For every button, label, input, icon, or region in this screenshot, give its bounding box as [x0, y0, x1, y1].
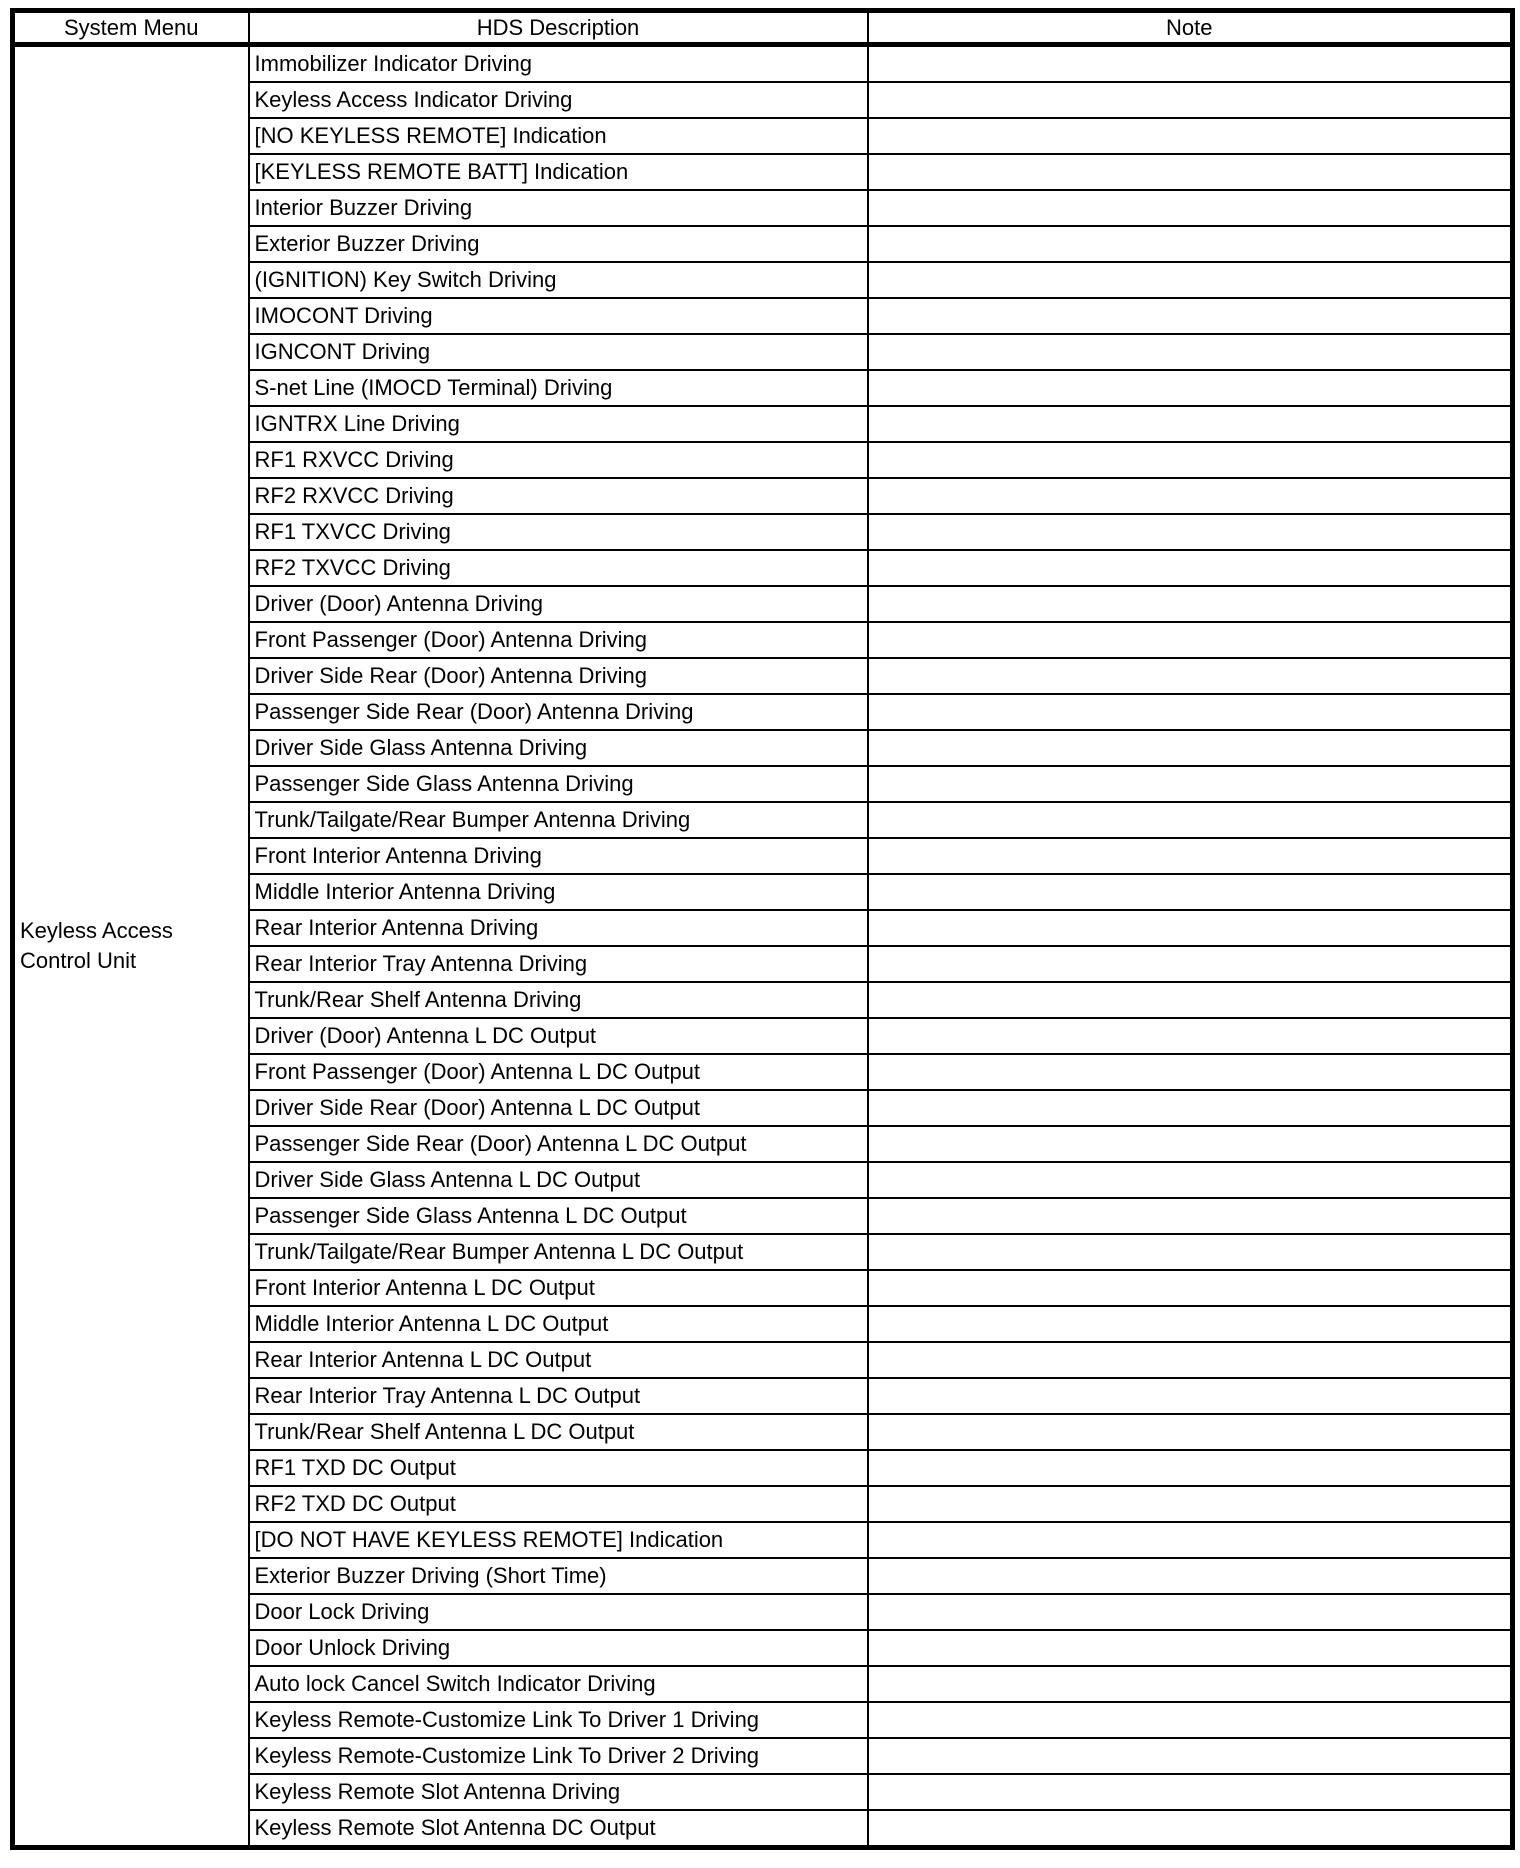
hds-description-cell: RF1 TXD DC Output [249, 1450, 868, 1486]
note-cell [868, 1234, 1513, 1270]
note-cell [868, 1630, 1513, 1666]
hds-description-cell: IGNCONT Driving [249, 334, 868, 370]
hds-description-cell: Passenger Side Glass Antenna L DC Output [249, 1198, 868, 1234]
note-cell [868, 1198, 1513, 1234]
note-cell [868, 1090, 1513, 1126]
note-cell [868, 478, 1513, 514]
note-cell [868, 910, 1513, 946]
hds-description-cell: RF2 TXD DC Output [249, 1486, 868, 1522]
header-note: Note [868, 11, 1513, 45]
hds-description-cell: Driver Side Rear (Door) Antenna Driving [249, 658, 868, 694]
note-cell [868, 766, 1513, 802]
note-cell [868, 370, 1513, 406]
note-cell [868, 1522, 1513, 1558]
note-cell [868, 550, 1513, 586]
hds-description-cell: Driver Side Rear (Door) Antenna L DC Output [249, 1090, 868, 1126]
note-cell [868, 334, 1513, 370]
hds-description-cell: Rear Interior Antenna Driving [249, 910, 868, 946]
note-cell [868, 118, 1513, 154]
note-cell [868, 82, 1513, 118]
note-cell [868, 1270, 1513, 1306]
hds-description-cell: Passenger Side Rear (Door) Antenna L DC Output [249, 1126, 868, 1162]
note-cell [868, 1378, 1513, 1414]
table-header-row [13, 11, 1513, 45]
hds-description-cell: Trunk/Tailgate/Rear Bumper Antenna Driving [249, 802, 868, 838]
hds-description-cell: Trunk/Rear Shelf Antenna L DC Output [249, 1414, 868, 1450]
note-cell [868, 1486, 1513, 1522]
hds-description-cell: Rear Interior Tray Antenna Driving [249, 946, 868, 982]
hds-description-cell: Keyless Access Indicator Driving [249, 82, 868, 118]
hds-description-cell: [DO NOT HAVE KEYLESS REMOTE] Indication [249, 1522, 868, 1558]
header-hds-description: HDS Description [249, 11, 868, 45]
note-cell [868, 982, 1513, 1018]
note-cell [868, 442, 1513, 478]
note-cell [868, 45, 1513, 83]
hds-description-cell: Keyless Remote-Customize Link To Driver 2 Driving [249, 1738, 868, 1774]
note-cell [868, 514, 1513, 550]
hds-description-cell: Immobilizer Indicator Driving [249, 45, 868, 83]
system-menu-line: Control Unit [20, 948, 137, 973]
hds-description-cell: Interior Buzzer Driving [249, 190, 868, 226]
note-cell [868, 1126, 1513, 1162]
hds-description-cell: RF1 TXVCC Driving [249, 514, 868, 550]
note-cell [868, 1738, 1513, 1774]
hds-description-cell: Driver (Door) Antenna L DC Output [249, 1018, 868, 1054]
note-cell [868, 1702, 1513, 1738]
hds-description-cell: [KEYLESS REMOTE BATT] Indication [249, 154, 868, 190]
system-menu-cell [13, 45, 249, 1848]
hds-description-cell: Keyless Remote Slot Antenna DC Output [249, 1810, 868, 1848]
note-cell [868, 802, 1513, 838]
hds-description-cell: Exterior Buzzer Driving (Short Time) [249, 1558, 868, 1594]
note-cell [868, 1774, 1513, 1810]
hds-description-cell: Rear Interior Antenna L DC Output [249, 1342, 868, 1378]
note-cell [868, 1594, 1513, 1630]
note-cell [868, 1306, 1513, 1342]
hds-description-cell: Front Interior Antenna L DC Output [249, 1270, 868, 1306]
hds-description-cell: Trunk/Rear Shelf Antenna Driving [249, 982, 868, 1018]
hds-description-cell: [NO KEYLESS REMOTE] Indication [249, 118, 868, 154]
hds-description-cell: Passenger Side Rear (Door) Antenna Driving [249, 694, 868, 730]
note-cell [868, 838, 1513, 874]
hds-description-table [10, 8, 1515, 1850]
note-cell [868, 406, 1513, 442]
hds-description-cell: IMOCONT Driving [249, 298, 868, 334]
hds-description-cell: Auto lock Cancel Switch Indicator Driving [249, 1666, 868, 1702]
hds-description-cell: RF2 RXVCC Driving [249, 478, 868, 514]
note-cell [868, 874, 1513, 910]
hds-description-cell: (IGNITION) Key Switch Driving [249, 262, 868, 298]
hds-description-cell: Keyless Remote-Customize Link To Driver 1 Driving [249, 1702, 868, 1738]
note-cell [868, 730, 1513, 766]
note-cell [868, 946, 1513, 982]
hds-description-cell: Driver Side Glass Antenna L DC Output [249, 1162, 868, 1198]
hds-description-cell: Rear Interior Tray Antenna L DC Output [249, 1378, 868, 1414]
note-cell [868, 190, 1513, 226]
header-system-menu: System Menu [13, 11, 249, 45]
note-cell [868, 1450, 1513, 1486]
note-cell [868, 622, 1513, 658]
hds-description-cell: Door Lock Driving [249, 1594, 868, 1630]
table-row [13, 45, 1513, 83]
hds-description-cell: Exterior Buzzer Driving [249, 226, 868, 262]
note-cell [868, 226, 1513, 262]
hds-description-cell: Door Unlock Driving [249, 1630, 868, 1666]
note-cell [868, 694, 1513, 730]
hds-description-cell: RF1 RXVCC Driving [249, 442, 868, 478]
hds-description-cell: Passenger Side Glass Antenna Driving [249, 766, 868, 802]
note-cell [868, 1810, 1513, 1848]
hds-description-cell: Middle Interior Antenna Driving [249, 874, 868, 910]
note-cell [868, 1054, 1513, 1090]
note-cell [868, 262, 1513, 298]
hds-description-cell: RF2 TXVCC Driving [249, 550, 868, 586]
note-cell [868, 1414, 1513, 1450]
hds-description-cell: Front Interior Antenna Driving [249, 838, 868, 874]
note-cell [868, 586, 1513, 622]
hds-description-cell: Front Passenger (Door) Antenna L DC Output [249, 1054, 868, 1090]
hds-description-cell: Driver Side Glass Antenna Driving [249, 730, 868, 766]
note-cell [868, 298, 1513, 334]
note-cell [868, 658, 1513, 694]
note-cell [868, 1018, 1513, 1054]
note-cell [868, 1162, 1513, 1198]
note-cell [868, 154, 1513, 190]
hds-description-cell: Keyless Remote Slot Antenna Driving [249, 1774, 868, 1810]
hds-description-cell: Driver (Door) Antenna Driving [249, 586, 868, 622]
system-menu-line: Keyless Access [20, 918, 173, 943]
hds-description-cell: Front Passenger (Door) Antenna Driving [249, 622, 868, 658]
note-cell [868, 1558, 1513, 1594]
hds-description-cell: S-net Line (IMOCD Terminal) Driving [249, 370, 868, 406]
hds-description-cell: Trunk/Tailgate/Rear Bumper Antenna L DC Output [249, 1234, 868, 1270]
hds-description-cell: Middle Interior Antenna L DC Output [249, 1306, 868, 1342]
hds-description-cell: IGNTRX Line Driving [249, 406, 868, 442]
note-cell [868, 1342, 1513, 1378]
note-cell [868, 1666, 1513, 1702]
